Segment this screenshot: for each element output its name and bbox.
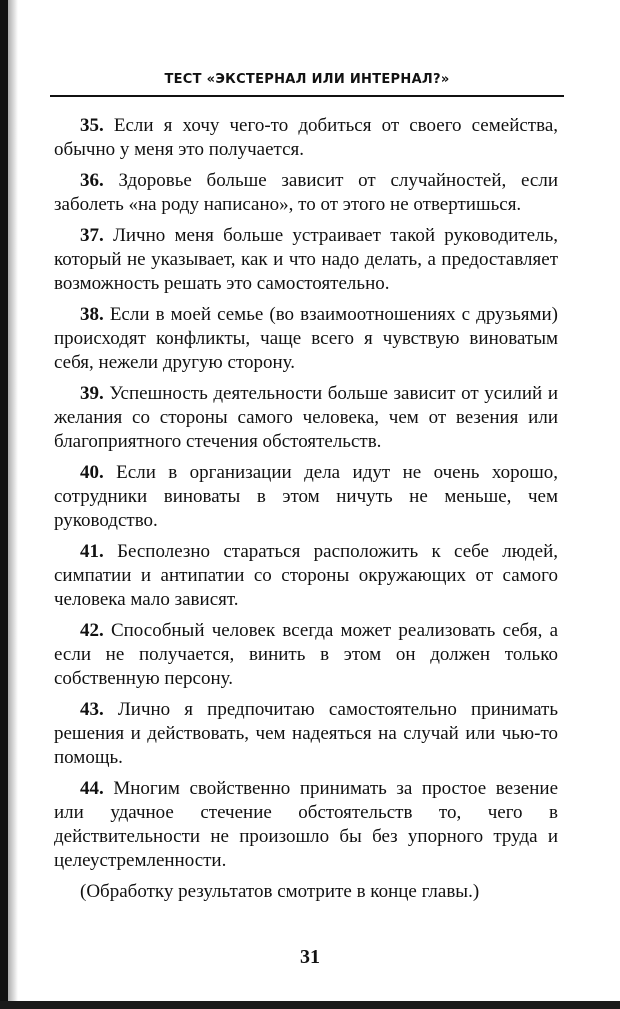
- item-number: 35.: [80, 115, 104, 136]
- test-item-41: [54, 540, 558, 612]
- test-item-40: [54, 461, 558, 533]
- test-item-39: [54, 382, 558, 454]
- page-binding-edge: [0, 0, 8, 1009]
- item-text: Если в организации дела идут не очень хорошо, сотрудники виноваты в этом ничуть не меньше, чем руководство.: [54, 462, 559, 531]
- questionnaire-items: [54, 114, 558, 904]
- item-text: Если я хочу чего-то добиться от своего семейства, обычно у меня это получается.: [54, 115, 558, 160]
- page-binding-shadow: [8, 0, 18, 1009]
- running-head-title: ТЕСТ «ЭКСТЕРНАЛ ИЛИ ИНТЕРНАЛ?»: [164, 72, 450, 87]
- item-number: 37.: [80, 225, 104, 246]
- item-text: Способный человек всегда может реализовать себя, а если не получается, винить в этом он должен только собственную персону.: [54, 620, 558, 689]
- header-rule: [50, 95, 564, 97]
- item-number: 43.: [80, 699, 104, 720]
- item-number: 39.: [80, 383, 104, 404]
- test-item-36: [54, 169, 558, 217]
- test-item-42: [54, 619, 558, 691]
- test-item-35: [54, 114, 558, 162]
- item-number: 38.: [80, 304, 104, 325]
- test-item-43: [54, 698, 558, 770]
- item-text: Лично меня больше устраивает такой руководитель, который не указывает, как и что надо делать, а предоставляет возможность решать это самостоятельно.: [54, 225, 558, 294]
- item-text: Многим свойственно принимать за простое везение или удачное стечение обстоятельств то, чего в действительности не произошло бы без упорного труда и целеустремленности.: [54, 778, 558, 871]
- item-text: Здоровье больше зависит от случайностей, если заболеть «на роду написано», то от этого не отвертишься.: [54, 170, 559, 215]
- item-number: 44.: [80, 778, 104, 799]
- item-text: Если в моей семье (во взаимоотношениях с друзьями) происходят конфликты, чаще всего я чувствую виноватым себя, нежели другую сторону.: [54, 304, 558, 373]
- item-text: Бесполезно стараться расположить к себе людей, симпатии и антипатии со стороны окружающих от самого человека мало зависят.: [54, 541, 559, 610]
- item-number: 36.: [80, 170, 104, 191]
- item-number: 41.: [80, 541, 104, 562]
- page-bottom-edge: [0, 1001, 620, 1009]
- processing-note: (Обработку результатов смотрите в конце главы.): [80, 881, 480, 902]
- item-text: Успешность деятельности больше зависит от усилий и желания со стороны самого человека, чем от везения или благоприятного стечения обстоятельств.: [54, 383, 558, 452]
- test-item-37: [54, 224, 558, 296]
- test-item-44: [54, 777, 558, 873]
- page-number: 31: [300, 946, 320, 968]
- item-number: 40.: [80, 462, 104, 483]
- item-number: 42.: [80, 620, 104, 641]
- item-text: Лично я предпочитаю самостоятельно принимать решения и действовать, чем надеяться на случай или чью-то помощь.: [54, 699, 558, 768]
- test-item-38: [54, 303, 558, 375]
